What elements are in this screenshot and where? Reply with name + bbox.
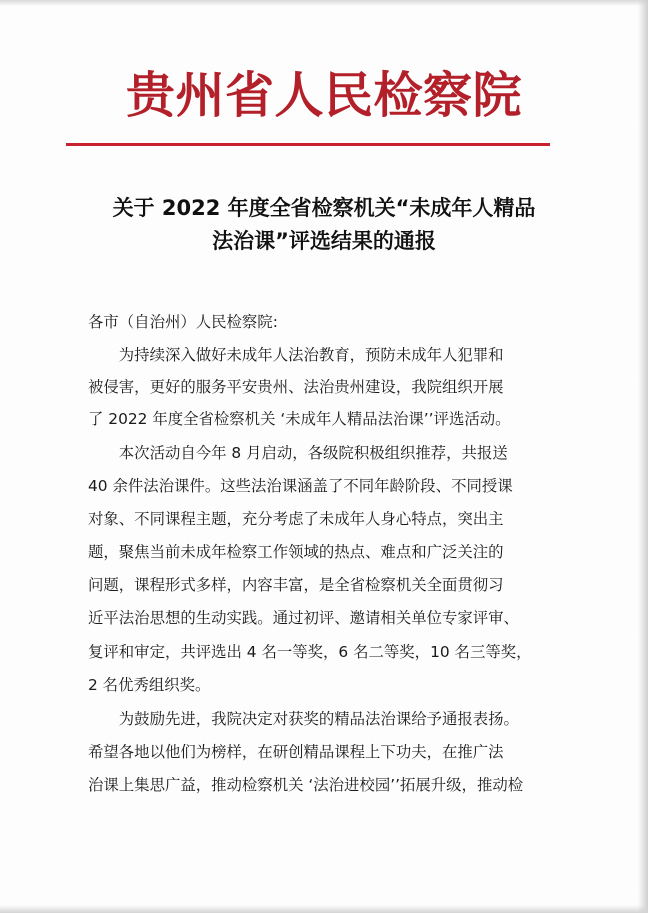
body-line: 为鼓励先进，我院决定对获奖的精品法治课给予通报表扬。	[88, 710, 519, 728]
body-line: 近平法治思想的生动实践。通过初评、邀请相关单位专家评审、	[88, 609, 519, 627]
body-line: 希望各地以他们为榜样，在研创精品课程上下功夫，在推广法	[88, 743, 504, 761]
body-line: 2 名优秀组织奖。	[88, 676, 211, 694]
body-line: 治课上集思广益，推动检察机关 ‘法治进校园’’拓展升级，推动检	[88, 776, 524, 794]
body-line: 题，聚焦当前未成年检察工作领域的热点、难点和广泛关注的	[88, 543, 504, 561]
body-line: 被侵害，更好的服务平安贵州、法治贵州建设，我院组织开展	[88, 378, 504, 396]
body-line: 了 2022 年度全省检察机关 ‘未成年人精品法治课’’评选活动。	[88, 410, 511, 428]
body-line: 为持续深入做好未成年人法治教育，预防未成年人犯罪和	[88, 346, 504, 364]
notice-title-line-1: 关于 2022 年度全省检察机关“未成年人精品	[112, 196, 536, 220]
notice-title-line-2: 法治课”评选结果的通报	[212, 229, 436, 253]
scan-shadow-right	[638, 0, 648, 913]
scan-shadow-bottom	[0, 905, 648, 913]
body-line: 本次活动自今年 8 月启动，各级院积极组织推荐，共报送	[88, 444, 508, 462]
scan-shadow-top	[0, 0, 648, 6]
addressee-line: 各市（自治州）人民检察院:	[88, 313, 278, 331]
body-line: 问题，课程形式多样，内容丰富，是全省检察机关全面贯彻习	[88, 576, 504, 594]
body-line: 复评和审定，共评选出 4 名一等奖，6 名二等奖，10 名三等奖，	[88, 643, 532, 661]
letterhead-red-rule	[66, 143, 550, 146]
body-line: 40 余件法治课件。这些法治课涵盖了不同年龄阶段、不同授课	[88, 477, 513, 495]
letterhead-title: 贵州省人民检察院	[125, 66, 522, 124]
body-line: 对象、不同课程主题，充分考虑了未成年人身心特点，突出主	[88, 510, 504, 528]
